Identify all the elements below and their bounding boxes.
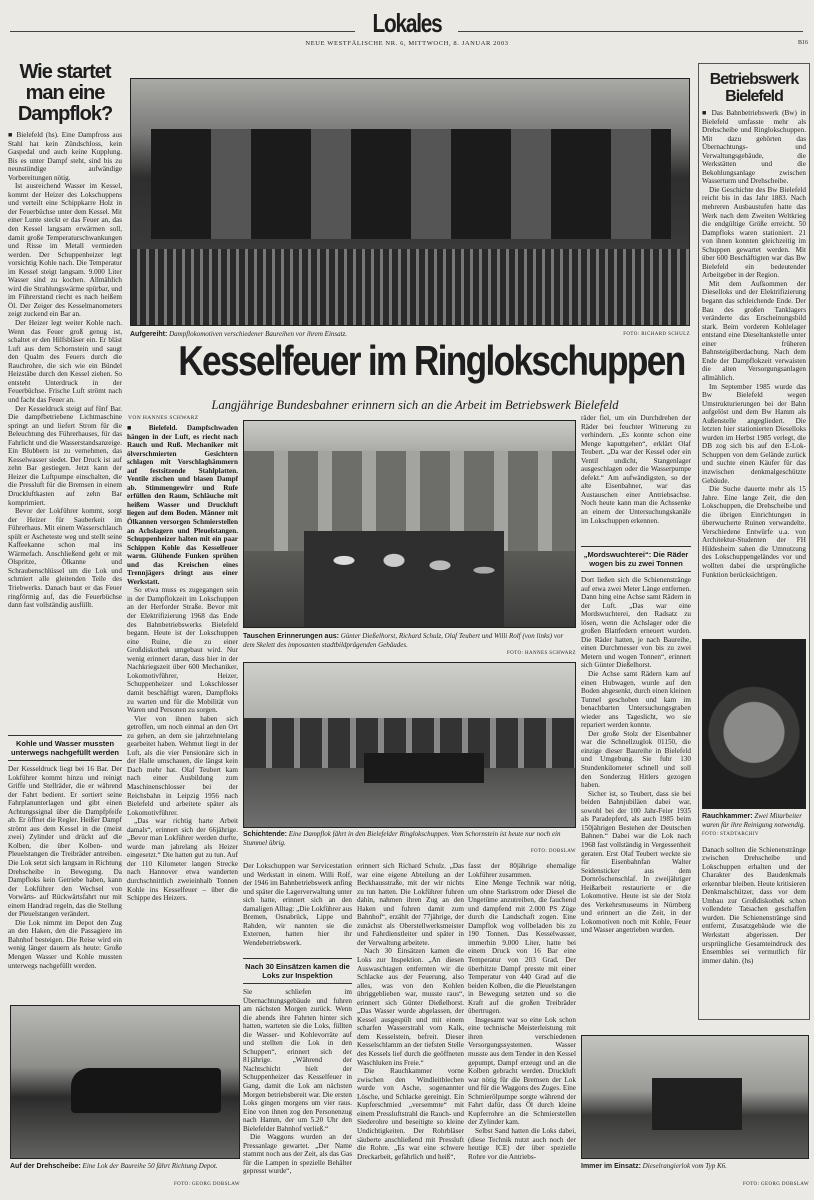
sidebar-right-title: Betriebswerk Bielefeld [709,71,799,105]
photo2-caption: Tauschen Erinnerungen aus: Günter Dießelhorst, Richard Schulz, Olaf Teubert und Willi Rolf (von links) vor dem Skelett des imposanten stadtbildprägenden Gebäudes. [243,632,564,649]
paragraph: Die Waggons wurden an der Pressanlage gewartet. „Der Name stammt noch aus der Zeit, als das Gas für die Lampen in spezielle Behälter gepresst wurde“, [243,1133,352,1176]
sidebar-right-body [702,109,806,639]
sidebar-right-body-2 [702,846,806,986]
photo2-credit: FOTO: HANNES SCHWARZ [506,651,576,656]
sidebar-left-title: Wie startet man eine Dampflok? [17,61,113,125]
photo-four-pensioners [243,420,576,628]
paragraph: Die Achse samt Rädern kam auf einen Hubwagen, wurde auf den Boden abgesenkt, durch einen kleinen Tunnel geschoben und kam im benachbarten Untersuchungsgraben wieder ans Tageslicht, wo sie repariert werden konnte. [581,670,691,730]
paragraph: erinnert sich Richard Schulz. „Das war eine eigene Abteilung an der Beckhausstraße, mit der wir nichts zu tun hatten. Die Lokführer fuhren dahin, nahmen ihren Zug an den Haken und fuhren damit zum Bahnhof“, erzählt der 77jährige, der zunächst als Oberstellwerksmeister und Fahrdienstleiter und später in der Verwaltung arbeitete. [357,862,464,947]
photo-turntable [10,1005,240,1159]
photo3-caption: Schichtende: Eine Dampflok fährt in den Bielefelder Ringlokschuppen. Vom Schornstein ist heute nur noch ein Stummel übrig. [243,830,561,847]
paragraph: ■ Bielefeld (hs). Eine Dampfross aus Stahl hat kein Zündschloss, kein Gaspedal und auch keine Kupplung. Bis es unter Dampf steht, sind bis zu neunstündige aufwändige Vorbereitungen nötig. [8,131,122,182]
page-number: B16 [797,40,808,46]
paragraph: Nach 30 Einsätzen kamen die Loks zur Inspektion. „An diesen Auswaschtagen entfernten wir die Schlacke aus der Feuerung, also alles, was von den Kohlen übriggeblieben war, musste raus“, erinnert sich Günter Dießelhorst. „Das Wasser wurde abgelassen, der Kessel ausgespült und mit einem scharfen Wasserstrahl vom Kalk, dem Kesselstein, befreit. Dieser Kesselschlamm an der tiefsten Stelle des Kessels lief durch die geöffneten Waschluken ins Freie.“ [357,947,464,1067]
paragraph: Danach sollten die Schienenstränge zwischen Drehscheibe und Lokschuppen erhalten und der Charakter des Baudenkmals erkennbar bleiben. Heute kritisieren Denkmalschützer, dass vor dem Umbau zur Großdiskothek schon vollendete Tatsachen geschaffen wurden. Die Schienenstränge sind entfernt, Zusatzgebäude wie die Werkstatt abgerissen. Der ursprüngliche Gesamteindruck des Ensembles sei vermutlich für immer dahin. (hs) [702,845,806,965]
paragraph: Die Lok nimmt im Depot den Zug an den Haken, den die Passagiere im Bahnhof besteigen. Die Reise wird ein wenig länger dauern als heute: Große Mengen Wasser und Kohle mussten unterwegs nachgefüllt werden. [8,918,122,970]
byline: VON HANNES SCHWARZ [128,415,199,421]
article-column-2 [243,862,352,1193]
divider [10,31,355,32]
paragraph: „Das war richtig harte Arbeit damals“, erinnert sich der 66jährige. „Bevor man Lokführer werden durfte, wurde man jahrelang als Heizer eingesetzt.“ Die hatten gut zu tun. Auf der 110 Kilometer langen Strecke nach Hannover etwa wanderten durchschnittlich zweieinhalb Tonnen Kohle ins Kesselfeuer – über die Schippe des Heizers. [127,817,238,903]
article-column-5b [581,576,691,1011]
paragraph: Die Rauchkammer vorne zwischen den Windleitblechen wurde von Asche, sogenannter Lösche, und Schlacke gereinigt. Ein Kupferschmied „versemmte“ mit einem Pressluftstrahl die Rauch- und Siederohre und beseitigte so kleine Undichtigkeiten. Der Rohrbläser säuberte anschließend mit Pressluft die Rohre. „Es war eine schwere Dreckarbeit, gefährlich und heiß“, [357,1067,464,1161]
paragraph: Insgesamt war so eine Lok schon eine technische Meisterleistung mit ihren verschiedenen Versorgungssystemen. Wasser musste aus dem Tender in den Kessel gepumpt, Dampf erzeugt und an die Kolben gebracht werden. Druckluft war nötig für die Bremsen der Lok und für die Waggons des Zuges. Eine Schmierölpumpe sorgte während der Fahrt dafür, dass Öl durch kleine Kupferrohre an die Schmierstellen der Zylinder kam. [468,1015,576,1127]
article-column-3 [357,862,464,1196]
article-column-4 [468,862,576,1196]
photo-smokebox [702,639,806,809]
paragraph: Sicher ist, so Teubert, dass sie bei beiden Bahnjubiläen dabei war, sowohl bei der 100 Jahr-Feier 1935 als Paradepferd, als auch 1985 beim 150jährigen Bestehen der Deutschen Bahnen.“ Dabei war die Lok nach 1968 fast vollständig in Vergessenheit geraten. Erst Olaf Teubert weckte sie für Eisenbahnfan Walter Seidensticker aus dem Dornröschenschlaf. In zweijähriger Heißarbeit restaurierte er die Lokomotive. Heute ist sie der Stolz des Verkehrsmuseums in Nürnberg und erinnert an die Zeit, in der Lokomotiven noch mit Kohle, Feuer und Wasser angetrieben wurden. [581,789,691,935]
paragraph: Der Lokschuppen war Servicestation und Werkstatt in einem. Willi Rolf, der 1946 im Bahnbetriebswerk anfing und später die Lagerverwaltung unter sich hatte, erinnert sich an den damaligen Alltag: „Die Lokführer aus Bremen, Osnabrück, Lippe und Rahden, wir nannten sie die Externen, hatten hier ihr Wendebetriebswerk. [243,862,352,947]
paragraph: Bevor der Lokführer kommt, sorgt der Heizer für Sauberkeit im Führerhaus. Mit einem Wasserschlauch spült er Ascheteste weg und stellt seine Kaffeekanne schon mal ins Wärmefach. Anschließend geht er mit Ölspritze, Ölkanne und Schraubenschlüssel um die Lok und schmiert alle gleitenden Teile des Triebwerks. Danach baut er das Feuer ringförmig auf, das die Feuerbüchse dann fast vollständig ausfüllt. [8,507,122,610]
sidebar-left-article [8,62,122,1025]
top-photo-caption: Aufgereiht: Dampflokomotiven verschiedener Baureihen vor ihrem Einsatz. [130,330,348,338]
paragraph: räder fiel, um ein Durchdrehen der Räder bei feuchter Witterung zu verhindern. „Es konnte schon eine Menge kaputtgehen“, erklärt Olaf Teubert. „Da war der Kessel oder ein Ventil undicht, Stangenlager ausgeschlagen oder die Wasserpumpe defekt.“ Am aufwändigsten, so der alte Eisenbahner, war das Austauschen einer Antriebsachse. Noch heute kann man die Achssenke an einem der Untersuchungskanäle im Lokschuppen erkennen. [581,414,691,525]
paragraph: Eine Menge Technik war nötig, um ohne Starkstrom oder Diesel die Ungetüme anzutreiben, die fauchend und dampfend mit 2.000 PS Züge durch die Landschaft zogen. Eine Dampflok wog vollbeladen bis zu 190 Tonnen. Das Kesselwasser, immerhin 9.000 Liter, hatte bei einem Druck von 16 Bar eine Temperatur von 203 Grad. Der überhitzte Dampf presste mit einer Temperatur von 440 Grad auf die beiden Kolben, die die Pleuelstangen in Bewegung setzten und so die Kraft auf die großen Treibräder übertrugen. [468,879,576,1016]
paragraph: Die Suche dauerte mehr als 15 Jahre. Eine lange Zeit, die den Lokschuppen, die Drehscheibe und die übrigen Einrichtungen in überwucherte Ruinen verwandelte. Verschiedene Entwürfe u.a. von Architektur-Studenten der FH Hildesheim sahen die Umnutzung des Lokschuppengeländes vor und wollten dabei die ursprüngliche Funktion berücksichtigen. [702,485,806,579]
paragraph: Der Heizer legt weiter Kohle nach. Wenn das Feuer groß genug ist, schaltet er den Hilfsbläser ein. Er bläst Luft aus dem Schornstein und saugt den Qualm des Feuers durch die Rauchrohre, die sich wie ein Bündel Heizstäbe durch den Kessel ziehen. So entsteht Unterdruck in der Feuerbüchse. Frische Luft strömt nach und facht das Feuer an. [8,319,122,404]
article-column-1 [127,424,238,999]
article-column-5a [581,414,691,542]
paragraph: Der große Stolz der Eisenbahner war die Schnellzuglok 01150, die einzige dieser Baureihe in Bielefeld und Umgebung. Sie fuhr 130 Stundenkilometer schnell und soll den Sonderzug Hitlers gezogen haben. [581,729,691,790]
paragraph: fasst der 80jährige ehemalige Lokführer zusammen. [468,862,576,879]
sidebar-left-body [8,131,122,731]
headline: Kesselfeuer im Ringlokschuppen [178,337,685,384]
paragraph: So etwa muss es zugegangen sein in der Dampflokzeit im Lokschuppen an der Herforder Straße. Bevor mit der Elektrifizierung 1968 das Ende des Bahnbetriebswerks Bielefeld begann. Heute ist der Lokschuppen eine Ruine, die zu einer Großdiskothek umgebaut wird. Nur wenig erinnert daran, dass hier in der Nachkriegszeit über 600 Mechaniker, Lokomotivführer, Heizer, Schuppenheizer und Lokschlosser damit beschäftigt waren, Dampfloks zu warten und für die Mobilität von Waren und Personen zu sorgen. [127,586,238,715]
paragraph: Der Kesseldruck steigt auf fünf Bar. Die dampfbetriebene Lichtmaschine springt an und liefert Strom für die Beleuchtung des Führerhauses, für das Fahrlicht und die Wasserstandsanzeige. Ein Blubbern ist zu vernehmen, das Kesselwasser siedet. Der Druck ist auf zehn Bar gestiegen. Jetzt kann der Heizer die Luftpumpe einschalten, die die Pressluft für die Bremsen in einem Druckluftkasten auf zehn Bar komprimiert. [8,404,122,507]
section-title: Lokales [372,8,442,38]
paragraph: Ist ausreichend Wasser im Kessel, kommt der Heizer des Lokschuppens und verteilt eine Schippkarre Holz in der Feuerbüchse unter dem Kessel. Mit einer Lunte steckt er das Feuer an, das den Kessel langsam erwärmen soll, damit große Temperaturschwankungen und Risse im Metall vermieden werden. Der Schuppenheizer legt vorsichtig Kohle nach. Die Temperatur im Kessel steigt langsam. 9.000 Liter Wasser sind zu kochen. Allmählich wird die Strahlungswärme spürbar, und im Führerstand riecht es nach heißem Öl. Der Zeiger des Kesselmanometers zeigt zuckend ein Bar an. [8,182,122,319]
sidebar-left-subhead: Kohle und Wasser mussten unterwegs nachgefüllt werden [8,735,122,761]
bottom-right-photo-credit: FOTO: GEORG DOBSLAW [743,1182,809,1187]
sidebar-left-body-2 [8,765,122,1025]
photo3-credit: FOTO: DOBSLAW [530,849,576,854]
sidebar-right-box [698,63,810,1020]
article-subhead-mordswuchterei: „Mordswuchterei“: Die Räder wogen bis zu zwei Tonnen [581,546,691,572]
bottom-left-photo-caption: Auf der Drehscheibe: Eine Lok der Baureihe 50 fährt Richtung Depot. [10,1162,218,1170]
divider [458,31,803,32]
article-column-2a [243,862,352,954]
headline-container [130,336,700,386]
dateline: NEUE WESTFÄLISCHE NR. 6, MITTWOCH, 8. JANUAR 2003 [305,40,509,47]
article-column-2b [243,988,352,1193]
paragraph: Mit dem Aufkommen der Dieselloks und der Elektrifizierung begann das schleichende Ende. Der Bau des großen Tanklagers veränderte das Erscheinungsbild stark. Beim vorderen Kohlelager entstand eine Dieseltankstelle unter einer früheren Bahnsteigüberdachung. Nach dem Ende der Dampflokzeit verwaisten die alten Versorgungsanlagen allmählich. [702,279,806,382]
paragraph: ■ Das Bahnbetriebswerk (Bw) in Bielefeld umfasste mehr als Drehscheibe und Ringlokschuppen. Mit dazu gehörten das Übernachtungs- und Verwaltungsgebäude, die Werkstätten und die Bekohlungsanlage zwischen Wasserturm und Drehscheibe. [702,109,806,186]
photo-locomotive-entering-shed [243,662,576,828]
paragraph: Dort ließen sich die Schienenstränge auf etwa zwei Meter Länge entfernen. Dann hing eine Achse samt Rädern in der Luft. „Das war eine Mordswuchterei, den Radsatz zu lösen, wenn die Achslager oder die großen Blattfedern erneuert wurden. Die Räder hatten, je nach Baureihe, einen Durchmesser von bis zu zwei Metern und wogen Tonnen“, erinnert sich Günter Dießelhorst. [581,576,691,670]
paragraph: Die Geschichte des Bw Bielefeld reicht bis in das Jahr 1883. Nach mehreren Ausbaustufen hatte das Werk nach dem Zweiten Weltkrieg die endgültige Größe erreicht. 50 Dampfloks waren stationiert. 21 von ihnen konnten gleichzeitig im Schuppen gewartet werden. Mit über 600 Beschäftigten war das Bw Bielefeld ein bedeutender Arbeitgeber in der Region. [702,185,806,280]
sidebar-right-photo-caption: Rauchkammer: Zwei Mitarbeiter waren für ihre Reinigung notwendig. FOTO: STADTARCHIV [702,812,806,837]
paragraph: ■ Bielefeld. Dampfschwaden hängen in der Luft, es riecht nach Rauch und Ruß. Mechaniker mit ölverschmierten Gesichtern schlagen mit Vorschlaghämmern auf festsitzende Stahlplatten. Ventile zischen und blasen Dampf ab. Stimmengewirr und Rufe erfüllen den Raum, Schläuche mit heißem Wasser und Druckluft liegen auf dem Boden. Männer mit Ölkannen versorgen Schmierstellen an Achslagern und Pleuelstangen. Schuppenheizer halten mit ein paar Schippen Kohle das Kesselfeuer warm. Glühende Funken sprühen und das Kreischen eines Trennjägers dringt aus einer Werkstatt. [127,424,238,586]
paragraph: Im September 1985 wurde das Bw Bielefeld wegen Umstrukturierungen bei der Bahn aufgelöst und dem Bw Hamm als Außenstelle angegliedert. Die letzten hier stationierten Dieselloks wurden im Herbst 1985 verlegt, die DB zog sich bis auf den E-Lok-Schuppen von dem Gelände zurück und suchte einen Käufer für das inzwischen denkmalgeschützte Gebäude. [702,382,806,485]
paragraph: Vier von ihnen haben sich getroffen, um noch einmal an den Ort zu gehen, an dem sie jahrzehntelang gearbeitet haben. Wehmut liegt in der Luft, als die vier Pensionäre sich in der Halle umschauen, die längst kein Dach mehr hat. Olaf Teubert kam nach einer Ausbildung zum Maschinenschlosser bei der Reichsbahn in Leipzig 1956 nach Bielefeld und arbeitete später als Lokomotivführer. [127,714,238,817]
paragraph: Sie schliefen im Übernachtungsgebäude und fuhren am nächsten Morgen zurück. Wenn die abends ihre Fahrten hinter sich hatten, warteten sie die Loks, füllten die Wasser- und Kohlevorräte auf und stellten die Lok in den Schuppen“, erinnert sich der 81jährige. „Während der Nachtschicht hielt der Schuppenheizer das Kesselfeuer in Gang, damit die Lok am nächsten Morgen betriebsbereit war. Die ersten Loks gingen morgens um vier raus. Eine von ihnen zog den Personenzug nach Hamm, der um 5.20 Uhr den Bielefelder Bahnhof verließ.“ [243,988,352,1133]
article-column-5 [581,414,691,1011]
photo-diesel-shunter [581,1035,809,1159]
top-photo-credit: FOTO: RICHARD SCHULZ [623,332,690,337]
paragraph: Der Kesseldruck liegt bei 16 Bar. Der Lokführer kommt hinzu und reinigt Griffe und Stellräder, die er während der Fahrt bedient. Er sortiert seine Fahrplanunterlagen und gibt einen Achtungssignal über die Dampfpfeife ab. Er öffnet die Regler. Heißer Dampf strömt aus dem Kessel in die (meist zwei) Zylinder und drückt auf die Kolben, die über Kolben- und Pleuelstangen die Treibräder antreiben. Die Lok setzt sich langsam in Richtung Drehscheibe in Bewegung. Da Dampfloks kein Getriebe haben, kann der Lokführer den Wechsel von Vorwärts- auf Rückwärtsfahrt nur mit einem Handrad regeln, das die Stellung der Pleuelstangen verändert. [8,765,122,919]
bottom-left-photo-credit: FOTO: GEORG DOBSLAW [174,1182,240,1187]
bottom-right-photo-caption: Immer im Einsatz: Dieselrangierlok vom Typ K6. [581,1162,727,1170]
paragraph: Selbst Sand hatten die Loks dabei, (diese Technik nutzt auch noch der heutige ICE) der über spezielle Rohre vor die Antriebs- [468,1126,576,1161]
subheadline: Langjährige Bundesbahner erinnern sich an die Arbeit im Betriebswerk Bielefeld [211,398,619,412]
article-subhead-inspection: Nach 30 Einsätzen kamen die Loks zur Inspektion [243,958,352,984]
photo-locomotives-lined-up [130,78,690,326]
